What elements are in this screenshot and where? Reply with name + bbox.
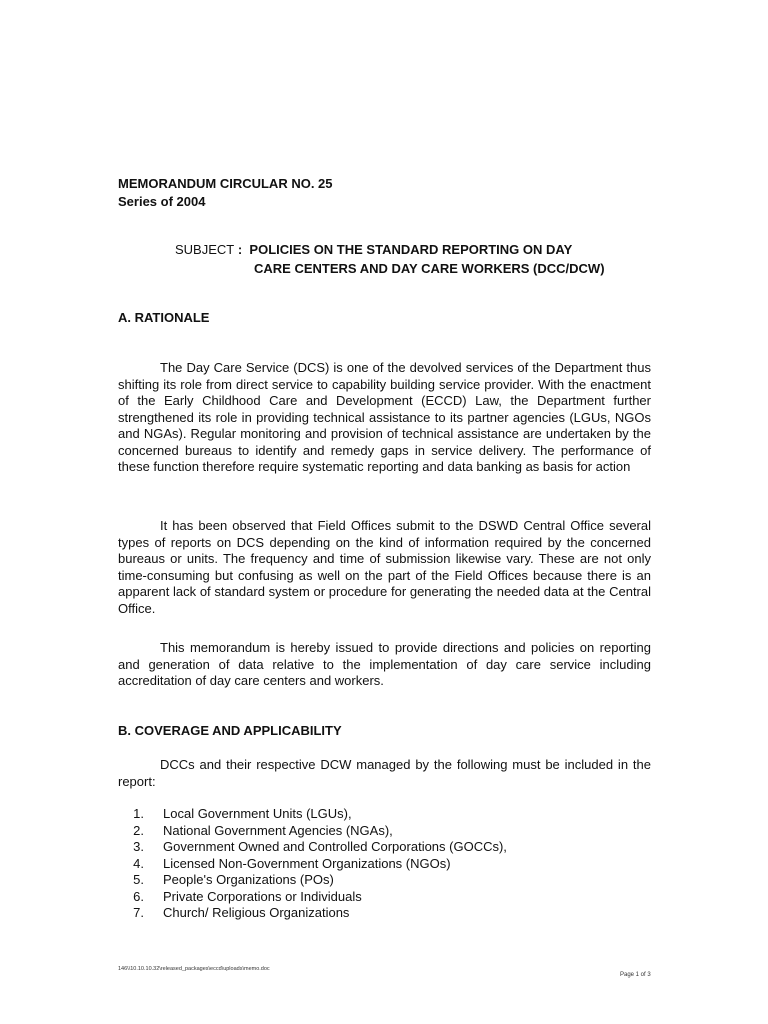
list-item: 3. Government Owned and Controlled Corporations (GOCCs), [133, 839, 507, 854]
subject-colon: : [234, 242, 250, 257]
subject-line-1: POLICIES ON THE STANDARD REPORTING ON DAY [249, 242, 573, 257]
list-item: 7. Church/ Religious Organizations [133, 905, 350, 920]
rationale-paragraph-1: The Day Care Service (DCS) is one of the devolved services of the Department thus shifting its role from direct service to capability building service provider. With the enactment of the Early Childhood Care and Development (ECCD) Law, the Department further strengthened its role in providing technical assistance to its partner agencies (LGUs, NGOs and NGAs). Regular monitoring and provision of technical assistance are undertaken by the concerned bureaus to identify and remedy gaps in service delivery. The performance of these function therefore require systematic reporting and data banking as basis for action [118, 360, 651, 474]
list-item: 5. People's Organizations (POs) [133, 872, 334, 887]
rationale-paragraph-3: This memorandum is hereby issued to provide directions and policies on reporting and generation of data relative to the implementation of day care service including accreditation of day care centers and workers. [118, 640, 651, 688]
subject-label: SUBJECT [175, 242, 235, 257]
list-item: 6. Private Corporations or Individuals [133, 888, 362, 904]
coverage-list [118, 806, 507, 922]
memo-title: MEMORANDUM CIRCULAR NO. 25 [118, 176, 333, 191]
section-b-title: B. COVERAGE AND APPLICABILITY [118, 723, 342, 738]
list-item: 1. Local Government Units (LGUs), [133, 806, 352, 821]
memo-heading [118, 175, 333, 211]
rationale-paragraph-2: It has been observed that Field Offices submit to the DSWD Central Office several types of reports on DCS depending on the kind of information required by the concerned bureaus or units. The frequency and time of submission likewise vary. These are not only time-consuming but confusing as well on the part of the Field Offices because there is an apparent lack of standard system or procedure for generating the needed data at the Central Office. [118, 518, 651, 616]
list-item: 2. National Government Agencies (NGAs), [133, 822, 393, 838]
section-a-title: A. RATIONALE [118, 310, 210, 325]
list-item: 4. Licensed Non-Government Organizations (NGOs) [133, 855, 451, 871]
footer-file-path: 146\\10.10.10.32\released_packages\eccd\uploads\memo.doc [118, 966, 270, 972]
footer-page-number: Page 1 of 3 [620, 972, 651, 978]
memo-series: Series of 2004 [118, 194, 206, 209]
coverage-intro: DCCs and their respective DCW managed by the following must be included in the report: [118, 757, 651, 789]
memo-subject [175, 240, 605, 278]
subject-line-2: CARE CENTERS AND DAY CARE WORKERS (DCC/DCW) [254, 261, 605, 276]
